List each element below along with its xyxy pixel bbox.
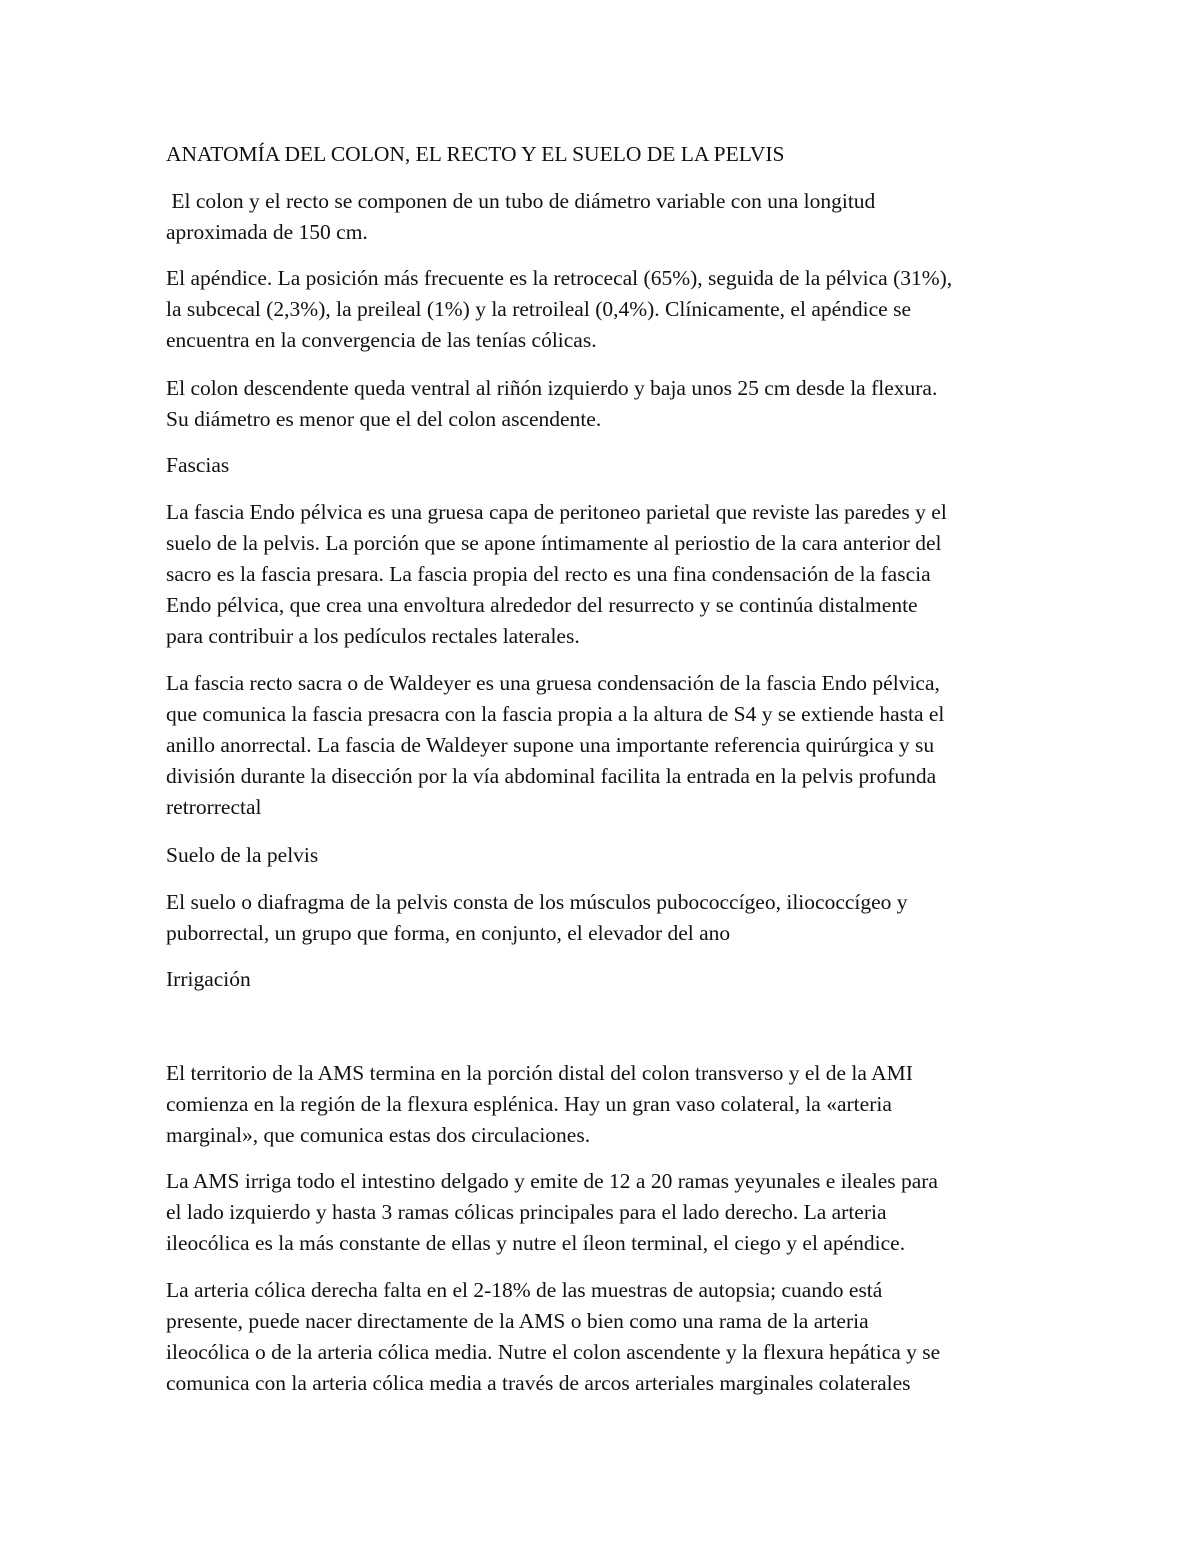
heading-text: Suelo de la pelvis bbox=[166, 843, 319, 867]
heading-fascias bbox=[166, 450, 1046, 481]
document-title bbox=[166, 139, 1046, 170]
paragraph-colon-recto bbox=[166, 186, 1046, 248]
paragraph-line: ileocólica o de la arteria cólica media. Nutre el colon ascendente y la flexura hepática y se bbox=[166, 1340, 941, 1364]
heading-text: Irrigación bbox=[166, 967, 251, 991]
paragraph-line: comienza en la región de la flexura esplénica. Hay un gran vaso colateral, la «arteria bbox=[166, 1092, 892, 1116]
paragraph-line: El colon y el recto se componen de un tubo de diámetro variable con una longitud bbox=[166, 189, 876, 213]
paragraph-line: encuentra en la convergencia de las tenías cólicas. bbox=[166, 328, 597, 352]
paragraph-line: marginal», que comunica estas dos circulaciones. bbox=[166, 1123, 591, 1147]
paragraph-line: la subcecal (2,3%), la preileal (1%) y la retroileal (0,4%). Clínicamente, el apéndice se bbox=[166, 297, 911, 321]
document-title-text: ANATOMÍA DEL COLON, EL RECTO Y EL SUELO DE LA PELVIS bbox=[166, 142, 785, 166]
paragraph-line: ileocólica es la más constante de ellas y nutre el íleon terminal, el ciego y el apéndice. bbox=[166, 1231, 906, 1255]
paragraph-line: presente, puede nacer directamente de la AMS o bien como una rama de la arteria bbox=[166, 1309, 869, 1333]
paragraph-line: Su diámetro es menor que el del colon ascendente. bbox=[166, 407, 602, 431]
paragraph-line: aproximada de 150 cm. bbox=[166, 220, 368, 244]
paragraph-line: sacro es la fascia presara. La fascia propia del recto es una fina condensación de la fascia bbox=[166, 562, 931, 586]
paragraph-line: retrorrectal bbox=[166, 795, 262, 819]
heading-irrigacion bbox=[166, 964, 1046, 995]
paragraph-line: anillo anorrectal. La fascia de Waldeyer supone una importante referencia quirúrgica y su bbox=[166, 733, 935, 757]
paragraph-line: El territorio de la AMS termina en la porción distal del colon transverso y el de la AMI bbox=[166, 1061, 913, 1085]
paragraph-apendice bbox=[166, 263, 1046, 356]
paragraph-ams-irriga bbox=[166, 1166, 1046, 1259]
paragraph-fascia-endopelvica bbox=[166, 497, 1046, 652]
paragraph-line: La arteria cólica derecha falta en el 2-18% de las muestras de autopsia; cuando está bbox=[166, 1278, 883, 1302]
paragraph-line: el lado izquierdo y hasta 3 ramas cólicas principales para el lado derecho. La arteria bbox=[166, 1200, 887, 1224]
paragraph-line: comunica con la arteria cólica media a través de arcos arteriales marginales colaterales bbox=[166, 1371, 911, 1395]
paragraph-line: para contribuir a los pedículos rectales laterales. bbox=[166, 624, 580, 648]
paragraph-line: El colon descendente queda ventral al riñón izquierdo y baja unos 25 cm desde la flexura. bbox=[166, 376, 938, 400]
paragraph-colon-descendente bbox=[166, 373, 1046, 435]
paragraph-line: El suelo o diafragma de la pelvis consta de los músculos pubococcígeo, iliococcígeo y bbox=[166, 890, 908, 914]
paragraph-line: división durante la disección por la vía abdominal facilita la entrada en la pelvis profunda bbox=[166, 764, 937, 788]
paragraph-arteria-colica-derecha bbox=[166, 1275, 1046, 1399]
paragraph-suelo-pelvis bbox=[166, 887, 1046, 949]
paragraph-line: La fascia recto sacra o de Waldeyer es una gruesa condensación de la fascia Endo pélvica, bbox=[166, 671, 940, 695]
paragraph-territorio-ams bbox=[166, 1058, 1046, 1151]
heading-suelo-pelvis bbox=[166, 840, 1046, 871]
paragraph-line: La AMS irriga todo el intestino delgado y emite de 12 a 20 ramas yeyunales e ileales para bbox=[166, 1169, 938, 1193]
paragraph-line: suelo de la pelvis. La porción que se apone íntimamente al periostio de la cara anterior del bbox=[166, 531, 942, 555]
paragraph-line: que comunica la fascia presacra con la fascia propia a la altura de S4 y se extiende hasta el bbox=[166, 702, 945, 726]
paragraph-line: Endo pélvica, que crea una envoltura alrededor del resurrecto y se continúa distalmente bbox=[166, 593, 918, 617]
paragraph-line: puborrectal, un grupo que forma, en conjunto, el elevador del ano bbox=[166, 921, 731, 945]
paragraph-line: El apéndice. La posición más frecuente es la retrocecal (65%), seguida de la pélvica (31%), bbox=[166, 266, 953, 290]
heading-text: Fascias bbox=[166, 453, 230, 477]
paragraph-line: La fascia Endo pélvica es una gruesa capa de peritoneo parietal que reviste las paredes y el bbox=[166, 500, 947, 524]
paragraph-fascia-waldeyer bbox=[166, 668, 1046, 823]
